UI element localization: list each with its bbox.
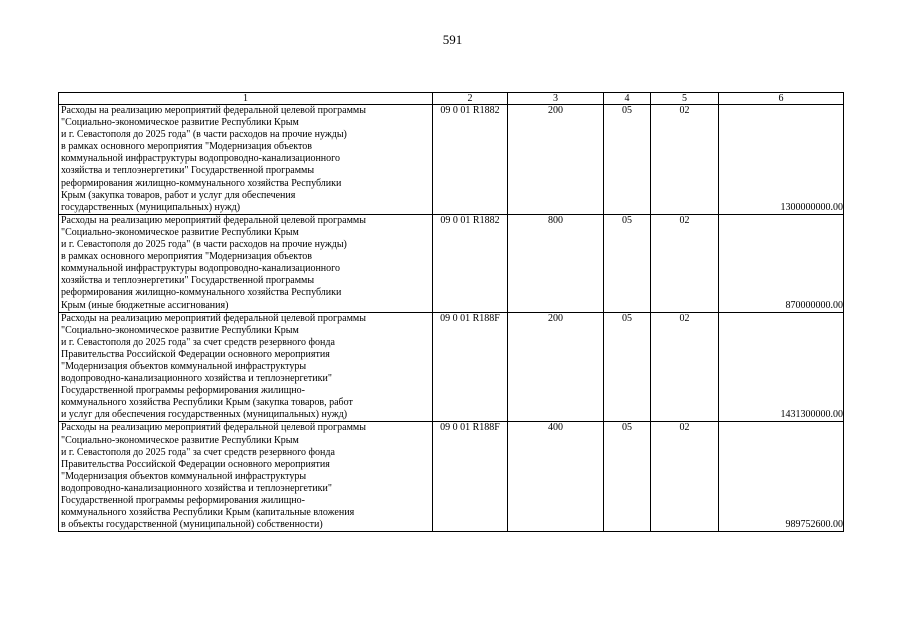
column-header: 5 (651, 93, 719, 105)
expense-description: Расходы на реализацию мероприятий федеральной целевой программы "Социально-экономическое развитие Республики Крым и г. Севастополя до 2025 года" за счет средств резервного фонда Правительства Российской Федерации основного мероприятия "Модернизация объектов коммунальной инфраструктуры водопроводно-канализационного хозяйства и теплоэнергетики" Государственной программы реформирования жилищно- коммунального хозяйства Республики Крым (капитальные вложения в объекты государственной (муниципальной) собственности) (59, 422, 433, 532)
subsection-code: 02 (651, 105, 719, 215)
budget-code: 09 0 01 R188F (433, 422, 508, 532)
expense-type-code: 800 (508, 214, 604, 312)
subsection-code: 02 (651, 214, 719, 312)
subsection-code: 02 (651, 312, 719, 422)
budget-code: 09 0 01 R1882 (433, 105, 508, 215)
expense-type-code: 200 (508, 105, 604, 215)
budget-code: 09 0 01 R1882 (433, 214, 508, 312)
table-row (59, 312, 844, 422)
table-row (59, 422, 844, 532)
table-row (59, 105, 844, 215)
subsection-code: 02 (651, 422, 719, 532)
table-row (59, 214, 844, 312)
column-header: 3 (508, 93, 604, 105)
budget-code: 09 0 01 R188F (433, 312, 508, 422)
section-code: 05 (604, 312, 651, 422)
table-header-row (59, 93, 844, 105)
amount-value: 1300000000.00 (719, 105, 844, 215)
amount-value: 870000000.00 (719, 214, 844, 312)
expense-type-code: 200 (508, 312, 604, 422)
section-code: 05 (604, 422, 651, 532)
column-header: 4 (604, 93, 651, 105)
column-header: 2 (433, 93, 508, 105)
expense-description: Расходы на реализацию мероприятий федеральной целевой программы "Социально-экономическое развитие Республики Крым и г. Севастополя до 2025 года" (в части расходов на прочие нужды) в рамках основного мероприятия "Модернизация объектов коммунальной инфраструктуры водопроводно-канализационного хозяйства и теплоэнергетики" Государственной программы реформирования жилищно-коммунального хозяйства Республики Крым (закупка товаров, работ и услуг для обеспечения государственных (муниципальных) нужд) (59, 105, 433, 215)
page-number: 591 (442, 32, 463, 47)
expense-description: Расходы на реализацию мероприятий федеральной целевой программы "Социально-экономическое развитие Республики Крым и г. Севастополя до 2025 года" (в части расходов на прочие нужды) в рамках основного мероприятия "Модернизация объектов коммунальной инфраструктуры водопроводно-канализационного хозяйства и теплоэнергетики" Государственной программы реформирования жилищно-коммунального хозяйства Республики Крым (иные бюджетные ассигнования) (59, 214, 433, 312)
expense-description: Расходы на реализацию мероприятий федеральной целевой программы "Социально-экономическое развитие Республики Крым и г. Севастополя до 2025 года" за счет средств резервного фонда Правительства Российской Федерации основного мероприятия "Модернизация объектов коммунальной инфраструктуры водопроводно-канализационного хозяйства и теплоэнергетики" Государственной программы реформирования жилищно- коммунального хозяйства Республики Крым (закупка товаров, работ и услуг для обеспечения государственных (муниципальных) нужд) (59, 312, 433, 422)
column-header: 6 (719, 93, 844, 105)
amount-value: 1431300000.00 (719, 312, 844, 422)
amount-value: 989752600.00 (719, 422, 844, 532)
section-code: 05 (604, 105, 651, 215)
section-code: 05 (604, 214, 651, 312)
expense-type-code: 400 (508, 422, 604, 532)
column-header: 1 (59, 93, 433, 105)
budget-table (58, 92, 844, 532)
